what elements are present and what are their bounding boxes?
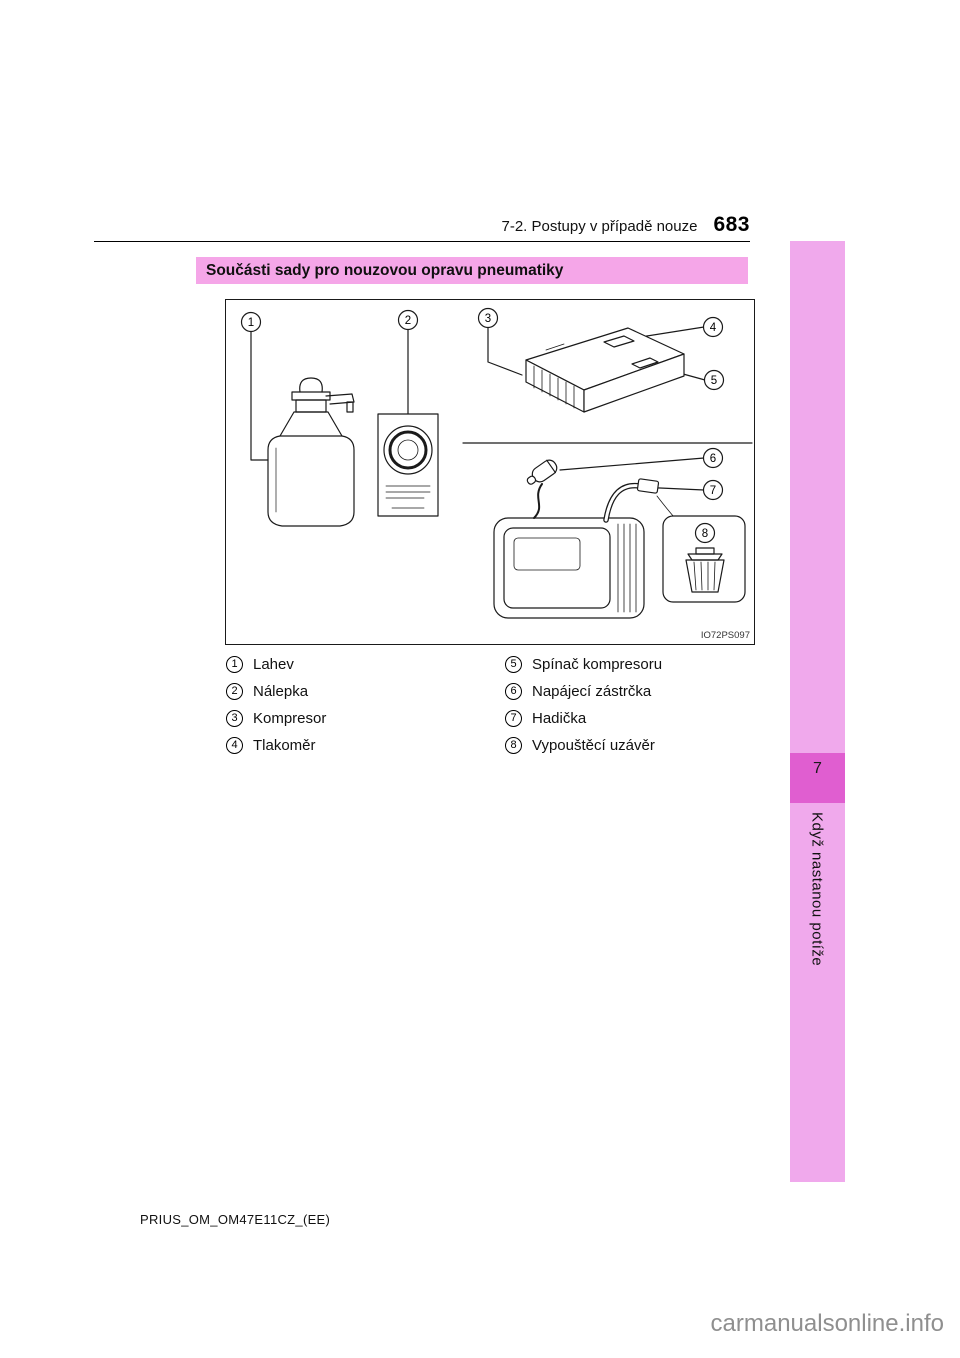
svg-text:2: 2	[404, 315, 412, 327]
figure-code: IO72PS097	[700, 630, 750, 641]
part-label: Tlakoměr	[253, 737, 316, 754]
parts-list-right	[505, 651, 662, 759]
part-number-badge: 7	[505, 710, 522, 727]
svg-text:1: 1	[247, 317, 255, 329]
svg-text:3: 3	[484, 313, 492, 325]
part-label: Kompresor	[253, 710, 327, 727]
page-header	[501, 213, 750, 237]
hose-drawing	[606, 479, 674, 520]
part-number-badge: 6	[505, 683, 522, 700]
compressor-drawing	[526, 328, 684, 412]
callout-5	[705, 371, 724, 390]
svg-text:7: 7	[709, 485, 717, 497]
callout-7	[704, 481, 723, 500]
list-item	[226, 732, 326, 759]
list-item	[505, 678, 662, 705]
header-rule	[94, 241, 750, 242]
watermark-text: carmanualsonline.info	[710, 1310, 944, 1337]
part-label: Spínač kompresoru	[532, 656, 663, 673]
part-number-badge: 5	[505, 656, 522, 673]
callout-2	[399, 311, 418, 330]
svg-text:5: 5	[710, 375, 718, 387]
part-number-badge: 8	[505, 737, 522, 754]
list-item	[226, 705, 326, 732]
part-label: Lahev	[253, 656, 294, 673]
callout-3	[479, 309, 498, 328]
parts-list-left	[226, 651, 326, 759]
document-code-footer: PRIUS_OM_OM47E11CZ_(EE)	[140, 1212, 331, 1227]
chapter-tab	[790, 753, 845, 803]
part-label: Nálepka	[253, 683, 309, 700]
power-plug-drawing	[524, 457, 560, 518]
svg-text:8: 8	[701, 528, 709, 540]
svg-text:6: 6	[709, 453, 717, 465]
callout-1	[242, 313, 261, 332]
compressor-bottom-drawing	[494, 518, 644, 618]
list-item	[226, 678, 326, 705]
list-item	[505, 705, 662, 732]
callout-6	[704, 449, 723, 468]
leader-line-3	[488, 327, 522, 375]
chapter-number: 7	[813, 760, 822, 777]
part-label: Hadička	[532, 710, 587, 727]
part-number-badge: 2	[226, 683, 243, 700]
chapter-side-band	[790, 241, 845, 1182]
parts-figure	[225, 299, 755, 645]
svg-text:4: 4	[709, 322, 717, 334]
part-label: Napájecí zástrčka	[532, 683, 652, 700]
label-drawing	[378, 414, 438, 516]
list-item	[505, 651, 662, 678]
header-section-title: 7-2. Postupy v případě nouze	[501, 218, 698, 235]
leader-line-1	[251, 331, 268, 460]
part-number-badge: 1	[226, 656, 243, 673]
leader-line-6	[560, 458, 704, 470]
bottle-drawing	[268, 378, 354, 526]
part-number-badge: 3	[226, 710, 243, 727]
tire-repair-kit-diagram	[226, 300, 754, 644]
list-item	[505, 732, 662, 759]
list-item	[226, 651, 326, 678]
chapter-label-vertical: Když nastanou potíže	[808, 812, 826, 967]
page-number: 683	[713, 213, 750, 236]
part-label: Vypouštěcí uzávěr	[532, 737, 655, 754]
part-number-badge: 4	[226, 737, 243, 754]
callout-4	[704, 318, 723, 337]
section-title-bar	[196, 257, 748, 284]
section-title: Součásti sady pro nouzovou opravu pneumatiky	[206, 261, 564, 279]
callout-8	[696, 524, 715, 543]
